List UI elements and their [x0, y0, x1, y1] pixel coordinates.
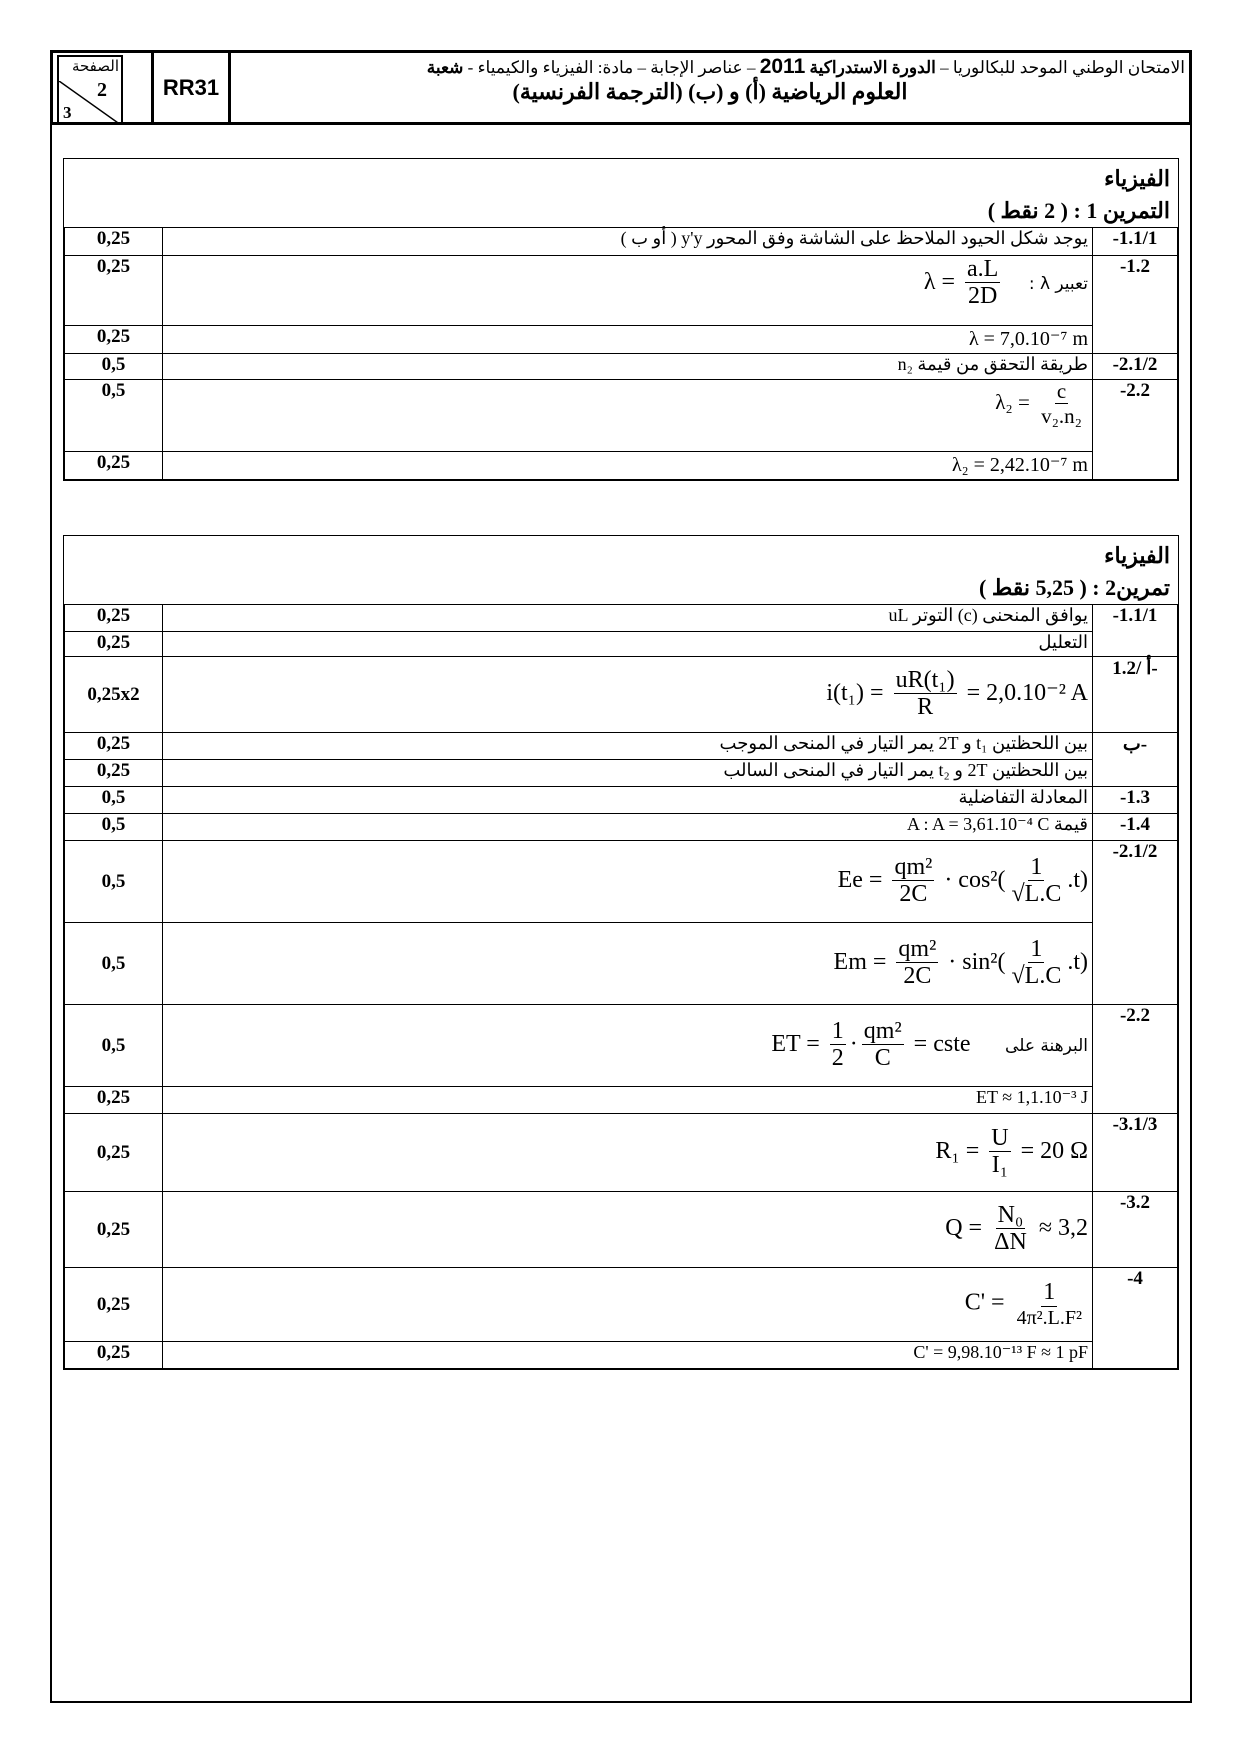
denominator: C — [874, 1045, 891, 1072]
page-number-box — [57, 55, 123, 125]
header-line1-d: شعبة — [426, 58, 464, 77]
fraction — [989, 1125, 1010, 1180]
table-row — [65, 760, 1178, 787]
question-number: -3.1/3 — [1093, 1114, 1178, 1192]
points-cell: 0,5 — [65, 841, 163, 923]
question-number: -1.3 — [1093, 787, 1178, 814]
answer-cell — [163, 380, 1093, 452]
answer-cell — [163, 1114, 1093, 1192]
numerator: 1 — [1043, 1279, 1056, 1306]
exercise2-heading — [64, 536, 1178, 604]
denominator: R — [917, 694, 934, 721]
question-number: -1.4 — [1093, 814, 1178, 841]
points-cell: 0,5 — [65, 380, 163, 452]
formula-mid: · cos²( — [944, 867, 1006, 893]
question-number — [1093, 1087, 1178, 1114]
page-label: الصفحة — [71, 57, 119, 75]
exercise2-title: تمرين2 : ( 5,25 نقط ) — [979, 575, 1170, 600]
points-cell: 0,25 — [65, 256, 163, 326]
answer-cell: المعادلة التفاضلية — [163, 787, 1093, 814]
formula-magnetic-energy — [834, 936, 1088, 991]
points-cell: 0,5 — [65, 787, 163, 814]
exercise2-section — [63, 535, 1179, 1370]
exercise1-table — [64, 227, 1178, 480]
header-year: 2011 — [759, 55, 806, 78]
question-number — [1093, 452, 1178, 480]
formula-end: .t) — [1067, 949, 1088, 975]
table-row — [65, 228, 1178, 256]
answer-cell — [163, 1268, 1093, 1342]
formula-rhs: = 2,0.10⁻² A — [966, 680, 1088, 706]
question-number — [1093, 326, 1178, 354]
numerator: qm² — [898, 936, 937, 962]
header-line1-b: الدورة الاستدراكية — [809, 58, 936, 77]
points-cell: 0,25 — [65, 1342, 163, 1369]
points-cell: 0,5 — [65, 814, 163, 841]
answer-cell: ET ≈ 1,1.10⁻³ J — [163, 1087, 1093, 1114]
table-row — [65, 1342, 1178, 1369]
fraction — [830, 1018, 846, 1073]
question-number: -2.2 — [1093, 380, 1178, 452]
denominator: √L.C — [1011, 963, 1062, 990]
formula-lhs: Ee = — [837, 867, 883, 893]
formula-quality-factor — [945, 1202, 1088, 1257]
formula-end: ≈ 3,2 — [1038, 1215, 1088, 1241]
table-row — [65, 787, 1178, 814]
denominator: 4π².L.F² — [1016, 1306, 1082, 1329]
fraction — [992, 1202, 1029, 1257]
table-row — [65, 841, 1178, 923]
fraction — [896, 936, 938, 991]
denominator: 2D — [967, 283, 998, 310]
numerator: uR(t₁) — [895, 667, 955, 693]
question-number: -2.1/2 — [1093, 841, 1178, 923]
denominator: ΔN — [994, 1229, 1027, 1256]
numerator: qm² — [894, 854, 933, 880]
fraction — [1009, 936, 1063, 991]
answer-cell — [163, 1192, 1093, 1268]
fraction — [894, 667, 957, 722]
answer-cell — [163, 923, 1093, 1005]
denominator: I₁ — [991, 1152, 1009, 1179]
table-row — [65, 1114, 1178, 1192]
question-number: -2.1/2 — [1093, 354, 1178, 380]
exercise2-subject: الفيزياء — [1104, 543, 1170, 568]
table-row — [65, 326, 1178, 354]
table-row — [65, 1005, 1178, 1087]
points-cell: 0,25 — [65, 605, 163, 632]
answer-cell: بين اللحظتين t₁ و 2T يمر التيار في المنحى الموجب — [163, 733, 1093, 760]
exercise1-section — [63, 158, 1179, 481]
answer-cell: λ = 7,0.10⁻⁷ m — [163, 326, 1093, 354]
answer-cell — [163, 841, 1093, 923]
question-number — [1093, 923, 1178, 1005]
formula-lhs: λ₂ = — [995, 389, 1030, 414]
answer-cell — [163, 256, 1093, 326]
table-row — [65, 923, 1178, 1005]
denominator: 2C — [899, 881, 928, 908]
table-row — [65, 632, 1178, 657]
question-number: -3.2 — [1093, 1192, 1178, 1268]
question-number: ب- — [1093, 733, 1178, 760]
formula-lhs: Em = — [833, 949, 887, 975]
fraction — [1009, 854, 1063, 909]
question-number: -1.1/1 — [1093, 228, 1178, 256]
page-total: 3 — [63, 103, 72, 122]
formula-end: = cste — [913, 1031, 971, 1057]
answer-cell: λ₂ = 2,42.10⁻⁷ m — [163, 452, 1093, 480]
denominator: 2C — [903, 963, 932, 990]
formula-end: = 20 Ω — [1020, 1138, 1088, 1164]
answer-cell — [163, 1005, 1093, 1087]
header-title — [235, 55, 1185, 105]
formula-resistance — [935, 1125, 1088, 1180]
table-row — [65, 452, 1178, 480]
numerator: 1 — [831, 1018, 844, 1044]
formula-electric-energy — [838, 854, 1088, 909]
table-row — [65, 256, 1178, 326]
points-cell: 0,25 — [65, 760, 163, 787]
page-header — [50, 50, 1192, 125]
points-cell: 0,25 — [65, 1192, 163, 1268]
fraction — [892, 854, 934, 909]
question-number: -1.1/1 — [1093, 605, 1178, 632]
numerator: U — [991, 1125, 1009, 1151]
question-number — [1093, 1342, 1178, 1369]
answer-cell: يوجد شكل الحيود الملاحظ على الشاشة وفق المحور y'y ( أو ب ) — [163, 228, 1093, 256]
formula-label: البرهنة على — [1005, 1036, 1088, 1056]
fraction — [1015, 1279, 1084, 1329]
answer-cell: يوافق المنحنى (c) التوتر uL — [163, 605, 1093, 632]
table-row — [65, 380, 1178, 452]
points-cell: 0,25 — [65, 632, 163, 657]
points-cell: 0,25 — [65, 1087, 163, 1114]
formula-lhs: Q = — [945, 1215, 983, 1241]
points-cell: 0,25 — [65, 452, 163, 480]
header-line1-a: الامتحان الوطني الموحد للبكالوريا – — [940, 58, 1185, 77]
fraction — [1039, 380, 1084, 428]
table-row — [65, 1087, 1178, 1114]
denominator: √L.C — [1011, 881, 1062, 908]
formula-lhs: λ = — [923, 269, 955, 295]
points-cell: 0,25 — [65, 733, 163, 760]
formula-lhs: C' = — [964, 1290, 1005, 1316]
points-cell: 0,25 — [65, 228, 163, 256]
formula-total-energy: ET = $\frac{1}{2}$ · $\frac{\text{qm²}}{C}$ = cste — [771, 1018, 971, 1072]
question-number: 1.2/ أ- — [1093, 657, 1178, 733]
numerator: c — [1056, 379, 1067, 403]
table-row — [65, 657, 1178, 733]
answer-cell: C' = 9,98.10⁻¹³ F ≈ 1 pF — [163, 1342, 1093, 1369]
denominator: 2 — [831, 1045, 844, 1072]
question-number — [1093, 760, 1178, 787]
table-row — [65, 605, 1178, 632]
points-cell: 0,25 — [65, 326, 163, 354]
formula-end: .t) — [1067, 867, 1088, 893]
table-row — [65, 814, 1178, 841]
formula-mid: · sin²( — [948, 949, 1006, 975]
answer-cell: التعليل — [163, 632, 1093, 657]
points-cell: 0,25 — [65, 1268, 163, 1342]
numerator: a.L — [967, 256, 999, 282]
exam-code: RR31 — [151, 53, 231, 122]
numerator: 1 — [1030, 936, 1043, 962]
numerator: 1 — [1030, 854, 1043, 880]
formula-lambda — [924, 256, 1004, 311]
points-cell: 0,25 — [65, 1114, 163, 1192]
question-number — [1093, 632, 1178, 657]
header-line1-c: – عناصر الإجابة – مادة: الفيزياء والكيمياء - — [467, 58, 756, 77]
question-number: -4 — [1093, 1268, 1178, 1342]
answer-cell: طريقة التحقق من قيمة n₂ — [163, 354, 1093, 380]
question-number: -1.2 — [1093, 256, 1178, 326]
formula-label: تعبير λ : — [1028, 274, 1088, 294]
table-row — [65, 733, 1178, 760]
points-cell: 0,5 — [65, 923, 163, 1005]
formula-lambda2 — [995, 380, 1088, 428]
answer-cell: بين اللحظتين 2T و t₂ يمر التيار في المنحى السالب — [163, 760, 1093, 787]
formula-lhs: ET = — [771, 1031, 820, 1057]
exercise1-subject: الفيزياء — [1104, 166, 1170, 191]
exercise2-table — [64, 604, 1178, 1369]
question-number: -2.2 — [1093, 1005, 1178, 1087]
denominator: v₂.n₂ — [1041, 404, 1082, 429]
answer-cell — [163, 657, 1093, 733]
table-row — [65, 1192, 1178, 1268]
table-row — [65, 354, 1178, 380]
answer-cell: قيمة A : A = 3,61.10⁻⁴ C — [163, 814, 1093, 841]
fraction — [965, 256, 1000, 311]
table-row — [65, 1268, 1178, 1342]
formula-lhs: i(t₁) = — [826, 680, 884, 706]
numerator: N₀ — [997, 1202, 1024, 1228]
header-line2: العلوم الرياضية (أ) و (ب) (الترجمة الفرنسية) — [512, 79, 908, 104]
formula-current — [826, 667, 1088, 722]
numerator: qm² — [863, 1018, 902, 1044]
formula-capacitance — [965, 1279, 1088, 1329]
exercise1-title: التمرين 1 : ( 2 نقط ) — [987, 198, 1170, 223]
page-number: 2 — [97, 79, 107, 101]
fraction — [862, 1018, 904, 1073]
points-cell: 0,5 — [65, 1005, 163, 1087]
exercise1-heading — [64, 159, 1178, 227]
formula-lhs: R₁ = — [935, 1138, 980, 1164]
points-cell: 0,25x2 — [65, 657, 163, 733]
points-cell: 0,5 — [65, 354, 163, 380]
